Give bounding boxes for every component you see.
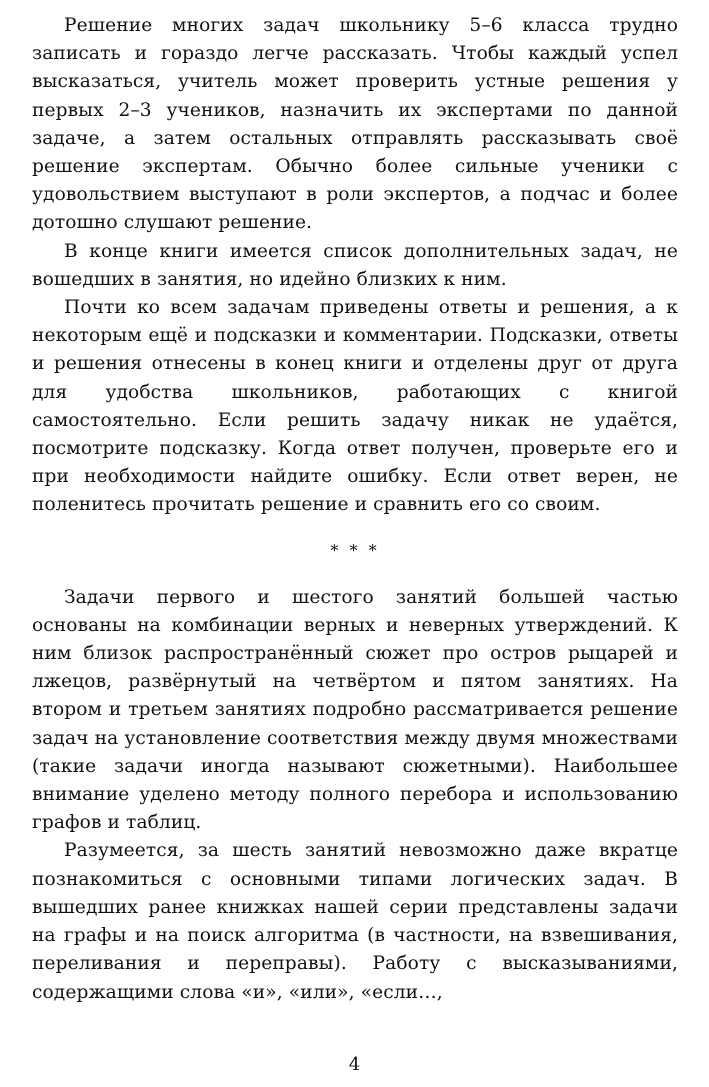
page-body xyxy=(32,12,678,1007)
paragraph-extra-problems: В конце книги имеется список дополнительных задач, не вошедших в занятия, но идейно близких к ним. xyxy=(32,240,678,290)
paragraph-series-books: Разумеется, за шесть занятий невозможно даже вкратце познакомиться с основными типами логических задач. В вышедших ранее книжках нашей серии представлены задачи на графы и на поиск алгоритма (в частности, на взвешивания, переливания и переправы). Работу с высказываниями, содержащими слова «и», «или», «если…, xyxy=(32,840,678,1003)
paragraph-lessons-overview: Задачи первого и шестого занятий большей частью основаны на комбинации верных и неверных утверждений. К ним близок распространённый сюжет про остров рыцарей и лжецов, развёрнутый на четвёртом и пятом занятиях. На втором и третьем занятиях подробно рассматривается решение задач на установление соответствия между двумя множествами (такие задачи иногда называют сюжетными). Наибольшее внимание уделено методу полного перебора и использованию графов и таблиц. xyxy=(32,586,678,834)
paragraph-answers-hints: Почти ко всем задачам приведены ответы и решения, а к некоторым ещё и подсказки и комментарии. Подсказки, ответы и решения отнесены в конец книги и отделены друг от друга для удобства школьников, работающих с книгой самостоятельно. Если решить задачу никак не удаётся, посмотрите подсказку. Когда ответ получен, проверьте его и при необходимости найдите ошибку. Если ответ верен, не поленитесь прочитать решение и сравнить его со своим. xyxy=(32,297,678,516)
paragraph-oral-solutions: Решение многих задач школьнику 5–6 класса трудно записать и гораздо легче рассказать. Чтобы каждый успел высказаться, учитель может проверить устные решения у первых 2–3 учеников, назначить их экспертами по данной задаче, а затем остальных отправлять рассказывать своё решение экспертам. Обычно более сильные ученики с удовольствием выступают в роли экспертов, а подчас и более дотошно слушают решение. xyxy=(32,15,678,234)
page-number: 4 xyxy=(348,1054,361,1075)
section-separator: * * * xyxy=(330,540,380,560)
